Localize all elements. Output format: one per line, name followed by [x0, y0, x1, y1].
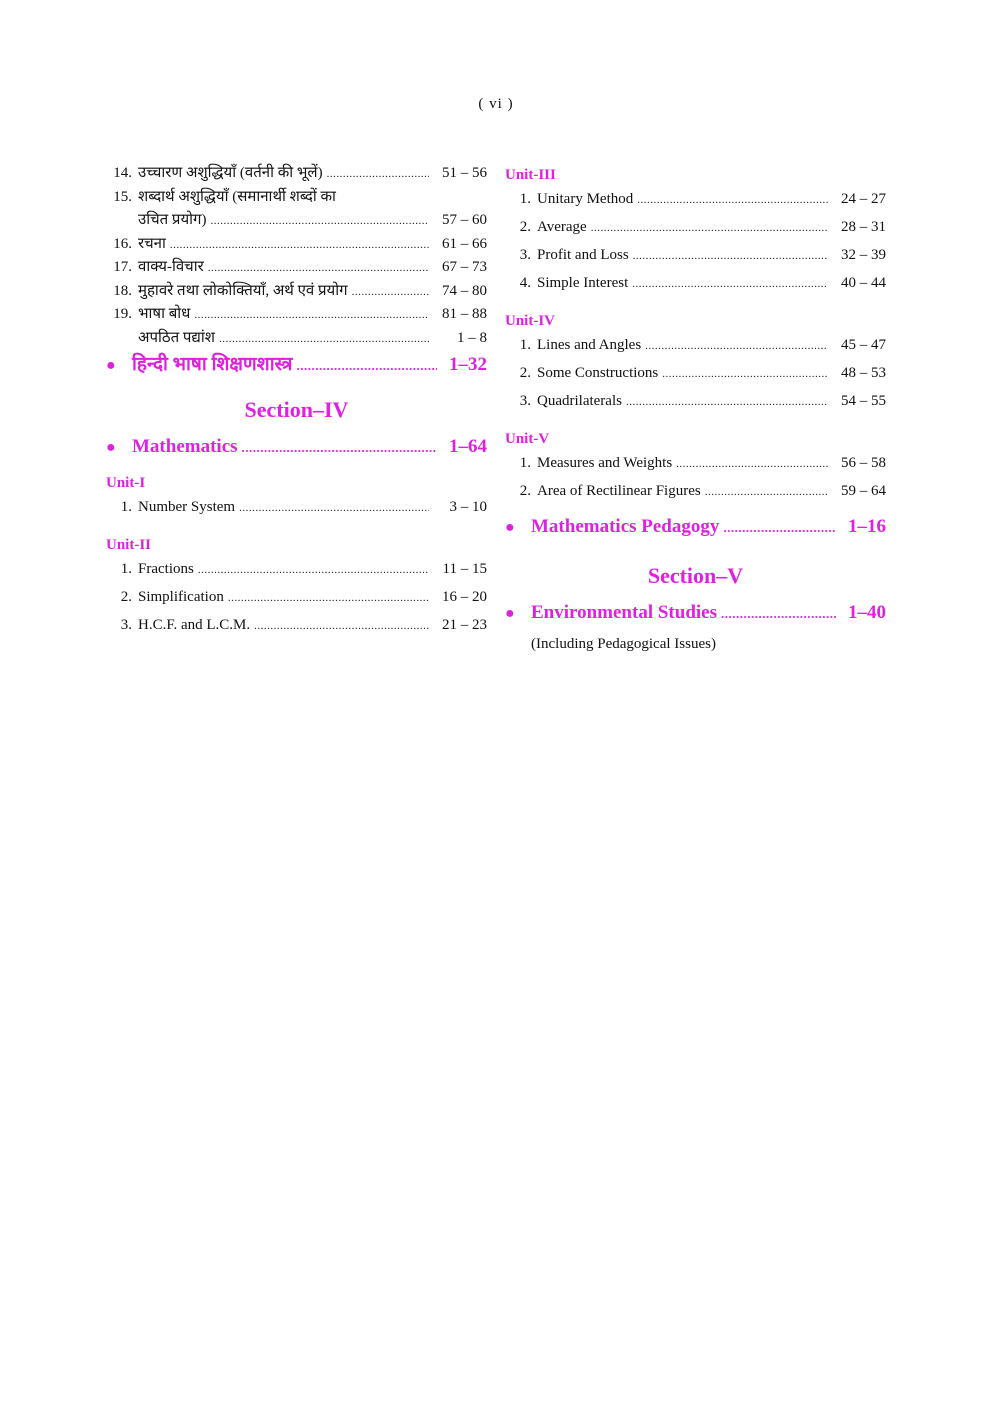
- entry-number: 2.: [519, 365, 531, 381]
- toc-entry[interactable]: [505, 334, 886, 362]
- right-column: [505, 162, 886, 658]
- dot-leader: [637, 189, 828, 211]
- toc-entry[interactable]: [505, 216, 886, 244]
- entry-number: 15.: [113, 188, 132, 205]
- entry-pages: 1–64: [449, 436, 487, 457]
- dot-leader: [242, 440, 437, 456]
- unit-heading: Unit-III: [505, 167, 556, 183]
- toc-entry[interactable]: [505, 244, 886, 272]
- entry-pages: 1–32: [449, 354, 487, 375]
- entry-number: 17.: [113, 259, 132, 275]
- toc-entry[interactable]: [106, 256, 487, 280]
- dot-leader: [676, 453, 828, 475]
- entry-number: 3.: [120, 617, 132, 633]
- section-heading: Section–V: [647, 563, 744, 588]
- entry-title: Simplification: [138, 589, 224, 605]
- dot-leader: [327, 163, 429, 185]
- entry-number: 1.: [120, 561, 132, 577]
- entry-number: 19.: [113, 306, 132, 322]
- toc-entry[interactable]: [505, 188, 886, 216]
- entry-number: 14.: [113, 165, 132, 181]
- unit-heading: Unit-II: [106, 537, 152, 553]
- entry-pages: 1–40: [848, 602, 886, 623]
- bullet-icon: ●: [505, 605, 515, 622]
- left-column: [106, 162, 487, 642]
- dot-leader: [662, 363, 828, 385]
- entry-title: हिन्दी भाषा शिक्षणशास्त्र: [132, 354, 293, 375]
- dot-leader: [645, 335, 828, 357]
- entry-pages: 74 – 80: [442, 282, 487, 299]
- entry-title: उचित प्रयोग): [138, 212, 207, 228]
- entry-title: Profit and Loss: [537, 247, 629, 263]
- toc-highlight-hindi-pedagogy[interactable]: [106, 350, 487, 384]
- toc-highlight-environmental[interactable]: [505, 602, 886, 636]
- entry-title: Average: [537, 219, 587, 235]
- unit-heading: Unit-V: [505, 431, 550, 447]
- dot-leader: [633, 245, 828, 267]
- bullet-icon: ●: [106, 357, 116, 374]
- entry-title: Lines and Angles: [537, 337, 642, 353]
- toc-entry[interactable]: [106, 496, 487, 524]
- entry-title: अपठित पद्यांश: [138, 329, 215, 346]
- entry-number: 1.: [519, 191, 531, 207]
- toc-entry[interactable]: [106, 614, 487, 642]
- entry-number: 4.: [519, 275, 531, 291]
- entry-pages: 81 – 88: [442, 306, 487, 322]
- entry-pages: 56 – 58: [841, 455, 886, 471]
- toc-entry[interactable]: [106, 586, 487, 614]
- entry-title: Number System: [138, 499, 236, 515]
- entry-number: 18.: [113, 282, 132, 299]
- entry-note: (Including Pedagogical Issues): [531, 636, 716, 652]
- entry-title: उच्चारण अशुद्धियाँ (वर्तनी की भूलें): [138, 165, 323, 181]
- entry-title: Mathematics Pedagogy: [531, 516, 720, 537]
- entry-number: 3.: [519, 393, 531, 409]
- dot-leader: [198, 559, 429, 581]
- entry-number: 1.: [519, 337, 531, 353]
- section-heading: Section–IV: [244, 397, 349, 422]
- toc-entry[interactable]: [106, 162, 487, 186]
- dot-leader: [228, 587, 429, 609]
- page-number: ( vi ): [478, 96, 514, 112]
- toc-entry[interactable]: [106, 280, 487, 304]
- entry-pages: 1 – 8: [457, 329, 487, 346]
- toc-entry[interactable]: [106, 186, 487, 210]
- toc-entry[interactable]: [505, 452, 886, 480]
- dot-leader: [352, 281, 429, 303]
- entry-pages: 3 – 10: [449, 499, 487, 515]
- dot-leader: [626, 391, 828, 413]
- dot-leader: [632, 273, 828, 295]
- entry-pages: 51 – 56: [442, 165, 487, 181]
- entry-title: वाक्य-विचार: [138, 259, 204, 275]
- entry-number: 2.: [519, 483, 531, 499]
- entry-pages: 61 – 66: [442, 235, 487, 252]
- entry-number: 16.: [113, 235, 132, 252]
- entry-number: 2.: [120, 589, 132, 605]
- bullet-icon: ●: [106, 439, 116, 456]
- entry-title: Environmental Studies: [531, 602, 717, 623]
- dot-leader: [170, 234, 429, 256]
- entry-pages: 48 – 53: [841, 365, 886, 381]
- toc-entry[interactable]: [106, 303, 487, 327]
- entry-pages: 11 – 15: [442, 561, 487, 577]
- dot-leader: [219, 328, 429, 350]
- toc-highlight-mathematics[interactable]: [106, 436, 487, 470]
- entry-title: Mathematics: [132, 436, 238, 457]
- unit-heading: Unit-IV: [505, 313, 556, 329]
- toc-entry[interactable]: [106, 209, 487, 233]
- entry-pages: 32 – 39: [841, 247, 886, 263]
- toc-entry[interactable]: [505, 480, 886, 508]
- dot-leader: [591, 217, 828, 239]
- entry-pages: 54 – 55: [841, 393, 886, 409]
- dot-leader: [239, 497, 429, 519]
- unit-heading: Unit-I: [106, 475, 146, 491]
- entry-pages: 24 – 27: [841, 191, 886, 207]
- dot-leader: [705, 481, 828, 503]
- toc-entry[interactable]: [106, 327, 487, 351]
- dot-leader: [723, 520, 836, 536]
- dot-leader: [297, 358, 438, 374]
- entry-title: Unitary Method: [537, 191, 634, 207]
- entry-title: Area of Rectilinear Figures: [537, 483, 701, 499]
- entry-title: भाषा बोध: [138, 306, 191, 322]
- dot-leader: [254, 615, 429, 637]
- toc-entry[interactable]: [106, 233, 487, 257]
- entry-number: 2.: [519, 219, 531, 235]
- dot-leader: [208, 257, 429, 279]
- toc-entry[interactable]: [505, 390, 886, 418]
- entry-title: Measures and Weights: [537, 455, 673, 471]
- entry-title: Fractions: [138, 561, 194, 577]
- entry-pages: 45 – 47: [841, 337, 886, 353]
- entry-pages: 1–16: [848, 516, 886, 537]
- dot-leader: [721, 606, 836, 622]
- entry-title: Quadrilaterals: [537, 393, 622, 409]
- entry-number: 3.: [519, 247, 531, 263]
- entry-pages: 40 – 44: [841, 275, 886, 291]
- dot-leader: [194, 304, 429, 326]
- entry-pages: 28 – 31: [841, 219, 886, 235]
- bullet-icon: ●: [505, 519, 515, 536]
- entry-pages: 67 – 73: [442, 259, 487, 275]
- entry-title: H.C.F. and L.C.M.: [138, 617, 251, 633]
- toc-highlight-math-pedagogy[interactable]: [505, 516, 886, 550]
- entry-title: Simple Interest: [537, 275, 629, 291]
- toc-entry[interactable]: [505, 362, 886, 390]
- entry-pages: 16 – 20: [442, 589, 487, 605]
- entry-number: 1.: [120, 499, 132, 515]
- entry-title: शब्दार्थ अशुद्धियाँ (समानार्थी शब्दों का: [138, 188, 336, 205]
- entry-title: रचना: [138, 235, 166, 252]
- entry-title: Some Constructions: [537, 365, 659, 381]
- entry-pages: 57 – 60: [442, 212, 487, 228]
- entry-pages: 59 – 64: [841, 483, 886, 499]
- entry-pages: 21 – 23: [442, 617, 487, 633]
- entry-title: मुहावरे तथा लोकोक्तियाँ, अर्थ एवं प्रयोग: [138, 282, 348, 299]
- toc-entry[interactable]: [505, 272, 886, 300]
- dot-leader: [211, 210, 430, 232]
- toc-entry[interactable]: [106, 558, 487, 586]
- entry-number: 1.: [519, 455, 531, 471]
